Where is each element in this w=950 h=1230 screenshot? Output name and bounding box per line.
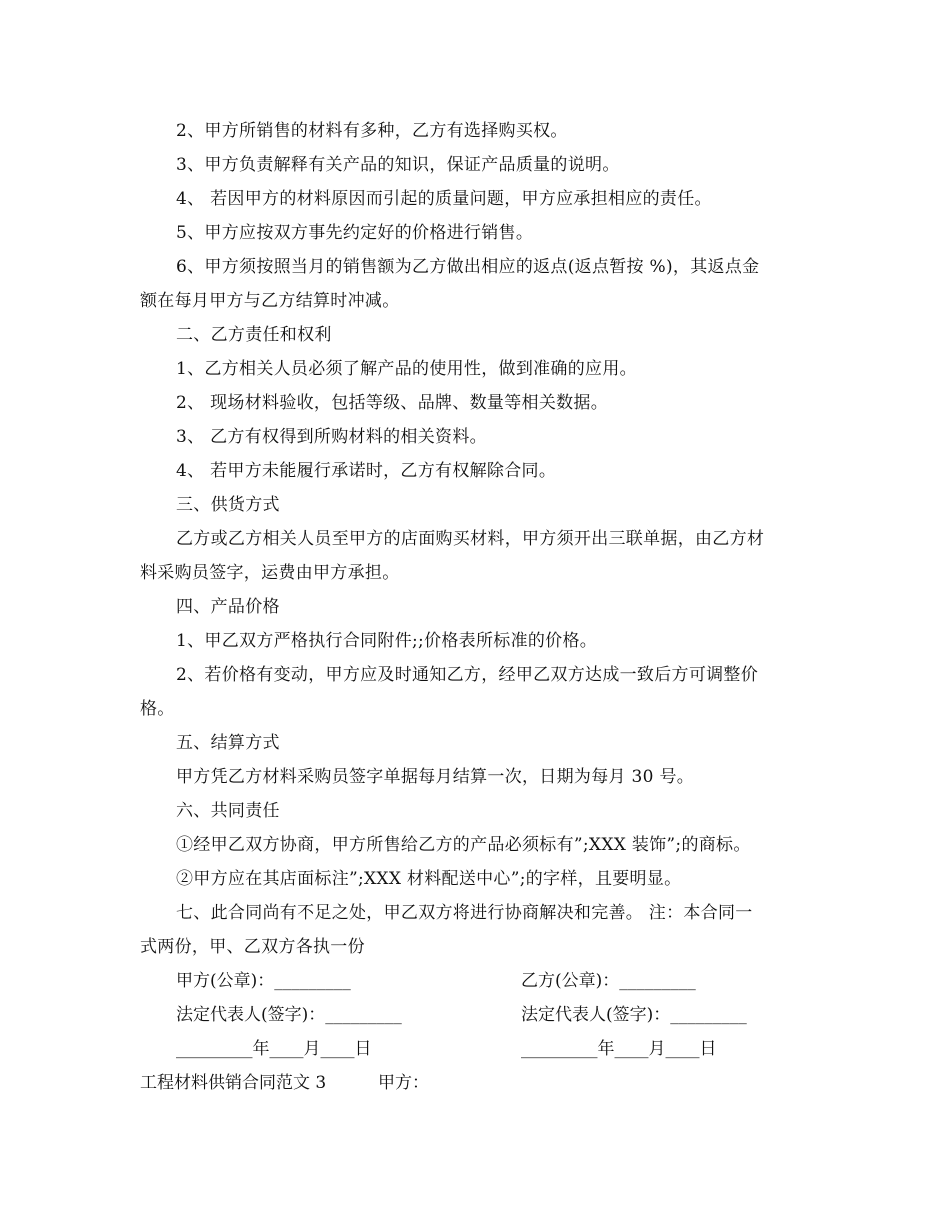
clause-a-2: 2、甲方所销售的材料有多种，乙方有选择购买权。	[176, 121, 568, 141]
clause-d-1: 1、甲乙双方严格执行合同附件;;价格表所标准的价格。	[176, 631, 598, 651]
clause-a-5: 5、甲方应按双方事先约定好的价格进行销售。	[176, 223, 534, 243]
clause-b-2: 2、 现场材料验收，包括等级、品牌、数量等相关数据。	[176, 393, 609, 413]
clause-a-4: 4、 若因甲方的材料原因而引起的质量问题，甲方应承担相应的责任。	[176, 189, 712, 209]
section-heading-4: 四、产品价格	[176, 597, 280, 617]
clause-b-1: 1、乙方相关人员必须了解产品的使用性，做到准确的应用。	[176, 359, 637, 379]
clause-a-6: 6、甲方须按照当月的销售额为乙方做出相应的返点(返点暂按 %)，其返点金	[176, 257, 760, 277]
party-b-seal: 乙方(公章)：_________	[521, 971, 696, 991]
party-b-representative: 法定代表人(签字)：_________	[521, 1005, 747, 1025]
section-heading-3: 三、供货方式	[176, 495, 280, 515]
settlement-method: 甲方凭乙方材料采购员签字单据每月结算一次，日期为每月 30 号。	[176, 767, 695, 787]
next-document-heading: 工程材料供销合同范文 3	[140, 1073, 327, 1093]
next-party-a-label: 甲方：	[378, 1073, 429, 1093]
party-a-representative: 法定代表人(签字)：_________	[176, 1005, 402, 1025]
clause-a-3: 3、甲方负责解释有关产品的知识，保证产品质量的说明。	[176, 155, 620, 175]
clause-b-4: 4、 若甲方未能履行承诺时，乙方有权解除合同。	[176, 461, 557, 481]
section-heading-5: 五、结算方式	[176, 733, 280, 753]
clause-a-6-cont: 额在每月甲方与乙方结算时冲减。	[140, 291, 400, 311]
section-heading-2: 二、乙方责任和权利	[176, 325, 332, 345]
party-a-seal: 甲方(公章)：_________	[176, 971, 351, 991]
party-a-date: _________年____月____日	[176, 1039, 372, 1059]
party-b-date: _________年____月____日	[521, 1039, 717, 1059]
supply-method: 乙方或乙方相关人员至甲方的店面购买材料，甲方须开出三联单据，由乙方材	[176, 529, 765, 549]
section-heading-7: 七、此合同尚有不足之处，甲乙双方将进行协商解决和完善。 注：本合同一	[176, 903, 753, 923]
clause-f-1: ①经甲乙双方协商，甲方所售给乙方的产品必须标有”;XXX 装饰”;的商标。	[176, 835, 751, 855]
clause-d-2-cont: 格。	[140, 699, 175, 719]
clause-b-3: 3、 乙方有权得到所购材料的相关资料。	[176, 427, 487, 447]
section-7-cont: 式两份，甲、乙双方各执一份	[140, 937, 365, 957]
section-heading-6: 六、共同责任	[176, 801, 280, 821]
clause-d-2: 2、若价格有变动，甲方应及时通知乙方，经甲乙双方达成一致后方可调整价	[176, 665, 759, 685]
supply-method-cont: 料采购员签字，运费由甲方承担。	[140, 563, 400, 583]
clause-f-2: ②甲方应在其店面标注”;XXX 材料配送中心”;的字样，且要明显。	[176, 869, 682, 889]
